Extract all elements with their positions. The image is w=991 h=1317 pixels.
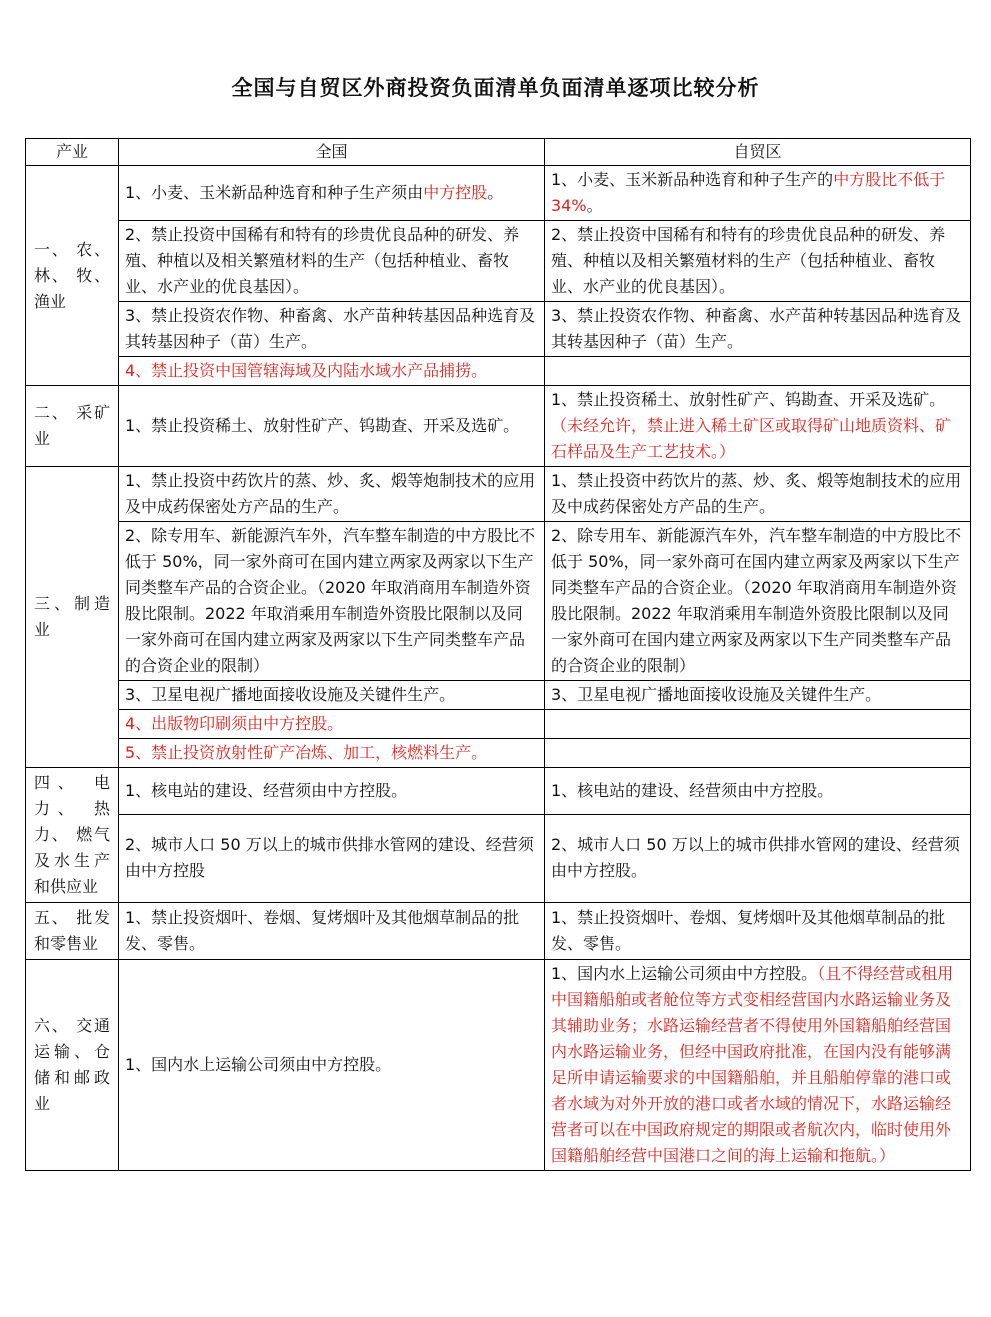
cell-text: 2、禁止投资中国稀有和特有的珍贵优良品种的研发、养殖、种植以及相关繁殖材料的生产（包括种植业、畜牧业、水产业的优良基因）。 bbox=[551, 225, 946, 296]
table-row bbox=[26, 386, 971, 467]
industry-cell: 二、 采矿业 bbox=[26, 386, 119, 467]
cell-text: 1、小麦、玉米新品种选育和种子生产的 bbox=[551, 170, 834, 189]
cell-text: 2、除专用车、新能源汽车外，汽车整车制造的中方股比不低于 50%，同一家外商可在国内建立两家及两家以下生产同类整车产品的合资企业。（2020 年取消商用车制造外资股比限制。2022 年取消乘用车制造外资股比限制以及同一家外商可在国内建立两家及两家以下生产同类整车产品的合资企业的限制） bbox=[551, 526, 962, 675]
national-cell bbox=[119, 903, 545, 960]
national-cell bbox=[119, 166, 545, 221]
national-cell bbox=[119, 960, 545, 1171]
header-national: 全国 bbox=[119, 139, 545, 166]
ftz-cell bbox=[545, 357, 971, 386]
highlight-text: 5、禁止投资放射性矿产冶炼、加工，核燃料生产。 bbox=[125, 743, 488, 762]
table-row bbox=[26, 960, 971, 1171]
cell-text: 2、城市人口 50 万以上的城市供排水管网的建设、经营须由中方控股。 bbox=[551, 835, 960, 881]
national-cell bbox=[119, 302, 545, 357]
table-row bbox=[26, 221, 971, 302]
national-cell bbox=[119, 386, 545, 467]
cell-text: 1、禁止投资中药饮片的蒸、炒、炙、煅等炮制技术的应用及中成药保密处方产品的生产。 bbox=[551, 471, 962, 516]
national-cell bbox=[119, 681, 545, 710]
table-row bbox=[26, 681, 971, 710]
national-cell bbox=[119, 522, 545, 681]
ftz-cell bbox=[545, 221, 971, 302]
cell-text: 2、禁止投资中国稀有和特有的珍贵优良品种的研发、养殖、种植以及相关繁殖材料的生产（包括种植业、畜牧业、水产业的优良基因）。 bbox=[125, 225, 520, 296]
header-industry: 产业 bbox=[26, 139, 119, 166]
ftz-cell bbox=[545, 522, 971, 681]
cell-text: 2、除专用车、新能源汽车外，汽车整车制造的中方股比不低于 50%，同一家外商可在国内建立两家及两家以下生产同类整车产品的合资企业。（2020 年取消商用车制造外资股比限制。2022 年取消乘用车制造外资股比限制以及同一家外商可在国内建立两家及两家以下生产同类整车产品的合资企业的限制） bbox=[125, 526, 536, 675]
ftz-cell bbox=[545, 903, 971, 960]
table-row bbox=[26, 739, 971, 768]
industry-cell: 四、 电力、 热力、 燃气及水生产和供应业 bbox=[26, 768, 119, 903]
highlight-text: 中方控股 bbox=[423, 183, 488, 202]
header-ftz: 自贸区 bbox=[545, 139, 971, 166]
industry-cell: 一、 农、林、 牧、渔业 bbox=[26, 166, 119, 386]
cell-text: 1、禁止投资烟叶、卷烟、复烤烟叶及其他烟草制品的批发、零售。 bbox=[551, 908, 946, 953]
national-cell bbox=[119, 221, 545, 302]
cell-text: 3、禁止投资农作物、种畜禽、水产苗种转基因品种选育及其转基因种子（苗）生产。 bbox=[125, 306, 536, 351]
table-header-row bbox=[26, 139, 971, 166]
ftz-cell bbox=[545, 166, 971, 221]
highlight-text: （未经允许，禁止进入稀土矿区或取得矿山地质资料、矿石样品及生产工艺技术。） bbox=[551, 416, 952, 461]
ftz-cell bbox=[545, 386, 971, 467]
industry-cell: 五、 批发和零售业 bbox=[26, 903, 119, 960]
table-body bbox=[26, 166, 971, 1171]
cell-text: 。 bbox=[586, 196, 603, 215]
table-row bbox=[26, 903, 971, 960]
table-row bbox=[26, 467, 971, 522]
comparison-table bbox=[25, 138, 971, 1171]
industry-cell: 六、 交通运输、仓储和邮政业 bbox=[26, 960, 119, 1171]
cell-text: 1、国内水上运输公司须由中方控股。 bbox=[551, 964, 818, 983]
table-row bbox=[26, 710, 971, 739]
cell-text: 1、禁止投资稀土、放射性矿产、钨勘查、开采及选矿。 bbox=[125, 416, 520, 435]
ftz-cell bbox=[545, 739, 971, 768]
cell-text: 3、卫星电视广播地面接收设施及关键件生产。 bbox=[125, 685, 456, 704]
national-cell bbox=[119, 710, 545, 739]
cell-text: 3、卫星电视广播地面接收设施及关键件生产。 bbox=[551, 685, 882, 704]
cell-text: 1、小麦、玉米新品种选育和种子生产须由 bbox=[125, 183, 424, 202]
industry-cell: 三、制造业 bbox=[26, 467, 119, 768]
cell-text: 3、禁止投资农作物、种畜禽、水产苗种转基因品种选育及其转基因种子（苗）生产。 bbox=[551, 306, 962, 351]
highlight-text: （且不得经营或租用中国籍船舶或者舱位等方式变相经营国内水路运输业务及其辅助业务；水路运输经营者不得使用外国籍船舶经营国内水路运输业务，但经中国政府批准，在国内没有能够满足所申请运输要求的中国籍船舶，并且船舶停靠的港口或者水域为对外开放的港口或者水域的情况下，水路运输经营者可以在中国政府规定的期限或者航次内，临时使用外国籍船舶经营中国港口之间的海上运输和拖航。） bbox=[551, 964, 954, 1165]
ftz-cell bbox=[545, 960, 971, 1171]
ftz-cell bbox=[545, 681, 971, 710]
cell-text: 1、核电站的建设、经营须由中方控股。 bbox=[551, 780, 834, 800]
table-row bbox=[26, 522, 971, 681]
highlight-text: 4、出版物印刷须由中方控股。 bbox=[125, 714, 344, 733]
table-row bbox=[26, 166, 971, 221]
national-cell bbox=[119, 467, 545, 522]
page-title: 全国与自贸区外商投资负面清单负面清单逐项比较分析 bbox=[231, 76, 760, 100]
table-row bbox=[26, 814, 971, 902]
ftz-cell bbox=[545, 814, 971, 902]
cell-text: 1、禁止投资中药饮片的蒸、炒、炙、煅等炮制技术的应用及中成药保密处方产品的生产。 bbox=[125, 471, 536, 516]
highlight-text: 4、禁止投资中国管辖海域及内陆水域水产品捕捞。 bbox=[125, 361, 488, 380]
cell-text: 。 bbox=[487, 183, 504, 202]
national-cell bbox=[119, 768, 545, 815]
table-row bbox=[26, 357, 971, 386]
national-cell bbox=[119, 814, 545, 902]
ftz-cell bbox=[545, 710, 971, 739]
cell-text: 1、国内水上运输公司须由中方控股。 bbox=[125, 1055, 392, 1074]
highlight-text: 中方股比不低于 34% bbox=[551, 170, 946, 215]
ftz-cell bbox=[545, 302, 971, 357]
cell-text: 1、核电站的建设、经营须由中方控股。 bbox=[125, 780, 408, 800]
cell-text: 2、城市人口 50 万以上的城市供排水管网的建设、经营须由中方控股 bbox=[125, 835, 534, 881]
national-cell bbox=[119, 357, 545, 386]
ftz-cell bbox=[545, 467, 971, 522]
table-row bbox=[26, 302, 971, 357]
table-row bbox=[26, 768, 971, 815]
ftz-cell bbox=[545, 768, 971, 815]
national-cell bbox=[119, 739, 545, 768]
cell-text: 1、禁止投资稀土、放射性矿产、钨勘查、开采及选矿。 bbox=[551, 390, 946, 409]
cell-text: 1、禁止投资烟叶、卷烟、复烤烟叶及其他烟草制品的批发、零售。 bbox=[125, 908, 520, 953]
